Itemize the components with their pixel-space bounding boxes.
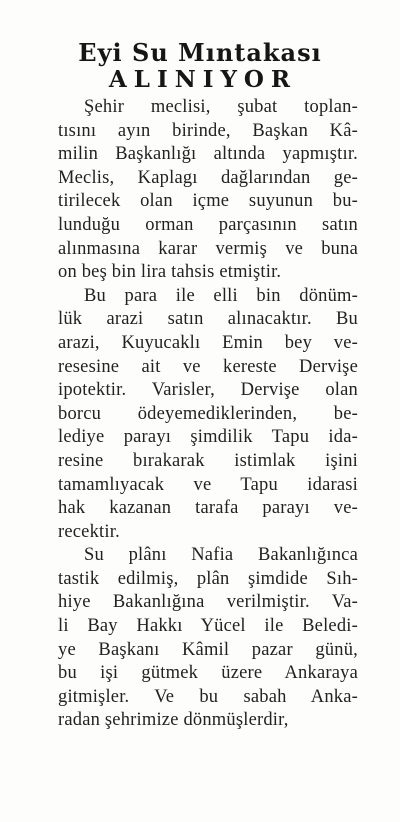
article-line: radan şehrimize dönmüşlerdir, [58,710,289,731]
article-line: ipotektir. Varisler, Dervişe olan [58,380,358,401]
article-line: recektir. [58,521,120,542]
article-line: ye Başkanı Kâmil pazar günü, [58,639,358,660]
article-line: li Bay Hakkı Yücel ile Beledi- [58,616,358,637]
article-line: tastik edilmiş, plân şimdide Sıh- [58,568,358,589]
article-line: Şehir meclisi, şubat toplan- [84,97,358,117]
article-line: arazi, Kuyucaklı Emin bey ve- [58,332,358,353]
article-line: borcu ödeyemediklerinden, be- [58,403,358,424]
article-line: bu işi gütmek üzere Ankaraya [58,663,358,684]
headline-title: Eyi Su Mıntakası [78,38,322,67]
article-line: resine bırakarak istimlak işini [58,450,358,471]
article-line: Su plânı Nafia Bakanlığınca [84,545,358,566]
article-line: lük arazi satın alınacaktır. Bu [58,309,358,330]
article-line: hak kazanan tarafa parayı ve- [58,498,358,519]
article-line: milin Başkanlığı altında yapmıştır. [58,144,358,165]
article-line: tısını ayın birinde, Başkan Kâ- [58,120,358,141]
article-line: tirilecek olan içme suyunun bu- [58,191,358,212]
article-line: lunduğu orman parçasının satın [58,214,358,235]
article-line: alınmasına karar vermiş ve buna [58,238,358,259]
article-line: on beş bin lira tahsis etmiştir. [58,262,282,283]
article-line: tamamlıyacak ve Tapu idarasi [58,474,358,495]
article-line: Bu para ile elli bin dönüm- [84,285,358,306]
article-line: lediye parayı şimdilik Tapu ida- [58,427,358,448]
headline-subtitle: ALINIYOR [108,66,298,93]
article-line: hiye Bakanlığına verilmiştir. Va- [58,592,358,613]
article-line: gitmişler. Ve bu sabah Anka- [58,686,358,707]
article-body [58,96,358,733]
article-line: Meclis, Kaplagı dağlarından ge- [58,167,358,188]
article-line: resesine ait ve kereste Dervişe [58,356,358,377]
